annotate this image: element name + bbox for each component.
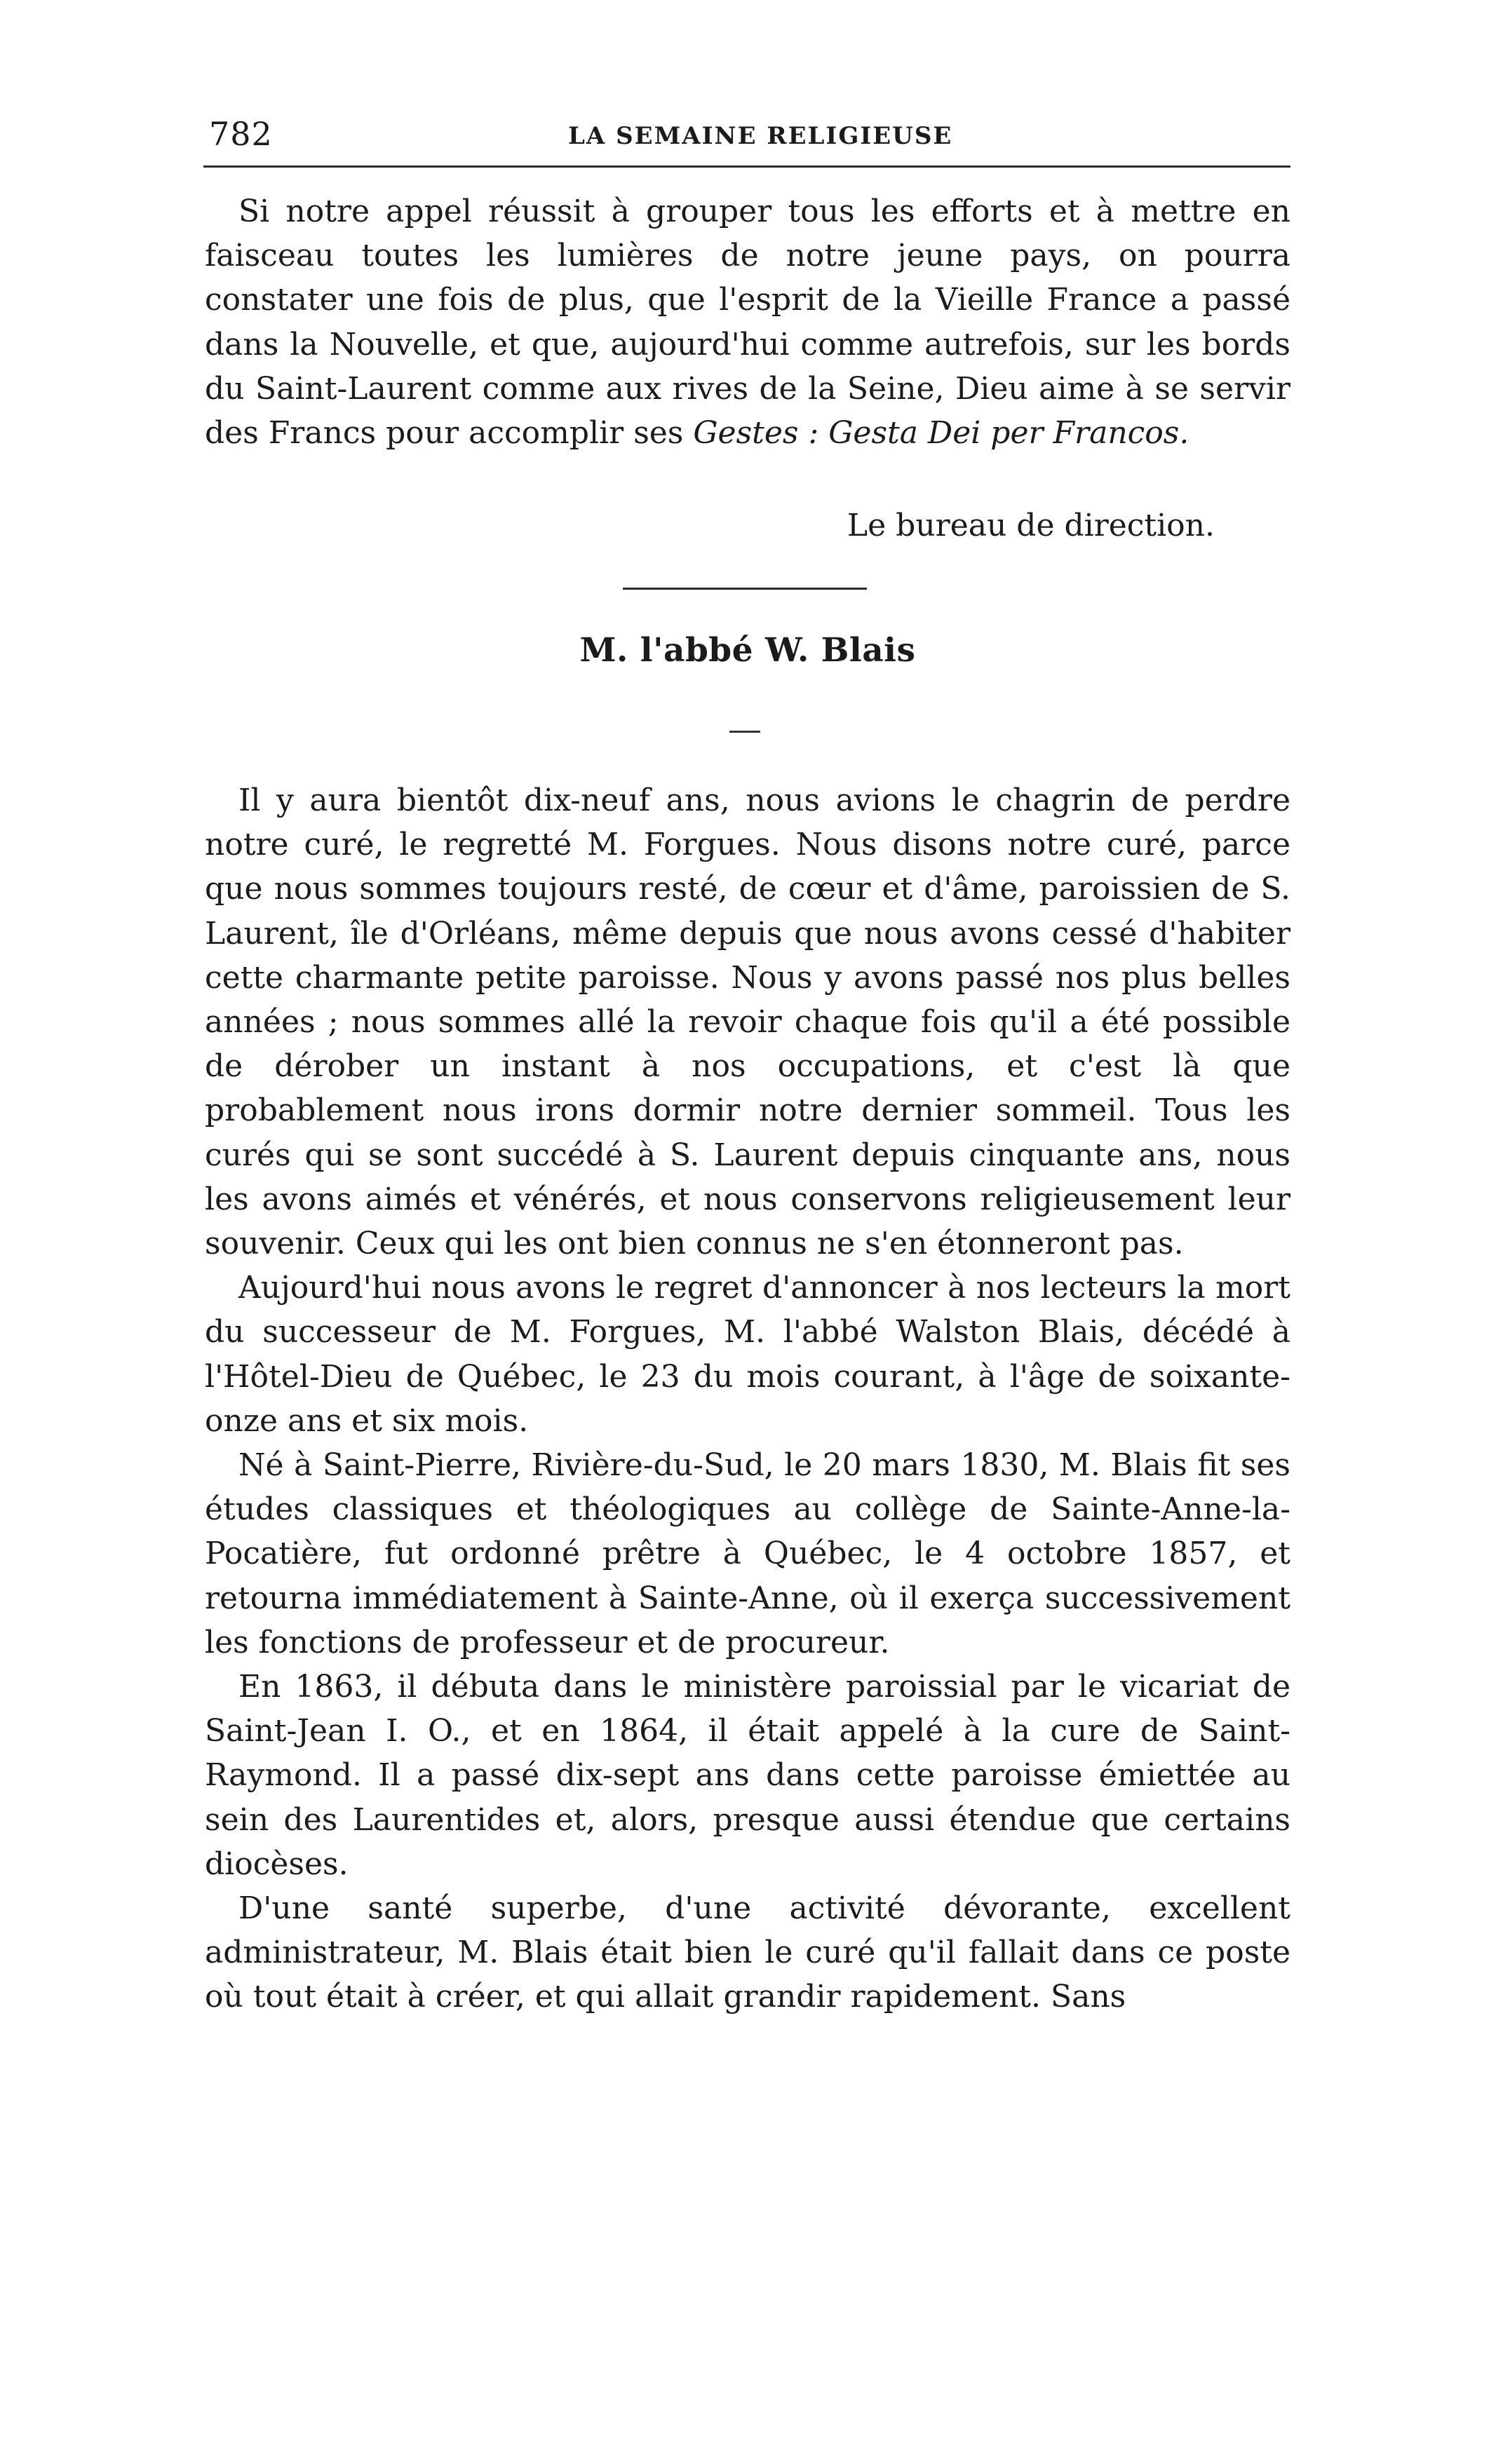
header-rule xyxy=(203,165,1290,168)
intro-italic-latin: Gestes : Gesta Dei per Francos. xyxy=(693,415,1189,452)
article-paragraph: Il y aura bientôt dix-neuf ans, nous avions le chagrin de perdre notre curé, le regretté M. Forgues. Nous disons notre curé, parce que nous sommes toujours resté, de cœur et d'âme, paroissien de S. Laurent, île d'Orléans, même depuis que nous avons cessé d'habiter cette charmante petite paroisse. Nous y avons passé nos plus belles années ; nous sommes allé la revoir chaque fois qu'il a été possible de dérober un instant à nos occupations, et c'est là que probablement nous irons dormir notre dernier sommeil. Tous les curés qui se sont succédé à S. Laurent depuis cinquante ans, nous les avons aimés et vénérés, et nous conservons religieusement leur souvenir. Ceux qui les ont bien connus ne s'en étonneront pas. xyxy=(205,783,1290,1262)
page-number: 782 xyxy=(209,115,273,153)
article-paragraph: En 1863, il débuta dans le ministère paroissial par le vicariat de Saint-Jean I. O., et en 1864, il était appelé à la cure de Saint-Raymond. Il a passé dix-sept ans dans cette paroisse émiettée au sein des Laurentides et, alors, presque aussi étendue que certains diocèses. xyxy=(205,1669,1290,1882)
title-dash xyxy=(729,731,760,733)
article-paragraph: Né à Saint-Pierre, Rivière-du-Sud, le 20 mars 1830, M. Blais fit ses études classiques et théologiques au collège de Sainte-Anne-la-Pocatière, fut ordonné prêtre à Québec, le 4 octobre 1857, et retourna immédiatement à Sainte-Anne, où il exerça successivement les fonctions de professeur et de procureur. xyxy=(205,1447,1290,1660)
intro-block xyxy=(205,189,1290,455)
intro-text: Si notre appel réussit à grouper tous les efforts et à mettre en faisceau toutes les lumières de notre jeune pays, on pourra constater une fois de plus, que l'esprit de la Vieille France a passé dans la Nouvelle, et que, aujourd'hui comme autrefois, sur les bords du Saint-Laurent comme aux rives de la Seine, Dieu aime à se servir des Francs pour accomplir ses xyxy=(205,194,1290,452)
intro-signature: Le bureau de direction. xyxy=(847,508,1215,543)
article-body xyxy=(205,778,1290,2019)
article-title: M. l'abbé W. Blais xyxy=(579,631,916,670)
page-header xyxy=(203,112,1319,161)
section-divider xyxy=(623,588,867,590)
intro-paragraph xyxy=(205,189,1290,455)
article-paragraph: Aujourd'hui nous avons le regret d'annoncer à nos lecteurs la mort du successeur de M. Forgues, M. l'abbé Walston Blais, décédé à l'Hôtel-Dieu de Québec, le 23 du mois courant, à l'âge de soixante-onze ans et six mois. xyxy=(205,1270,1290,1439)
article-paragraph: D'une santé superbe, d'une activité dévorante, excellent administrateur, M. Blais était bien le curé qu'il fallait dans ce poste où tout était à créer, et qui allait grandir rapidement. Sans xyxy=(205,1890,1290,2015)
running-head: LA SEMAINE RELIGIEUSE xyxy=(568,122,953,150)
